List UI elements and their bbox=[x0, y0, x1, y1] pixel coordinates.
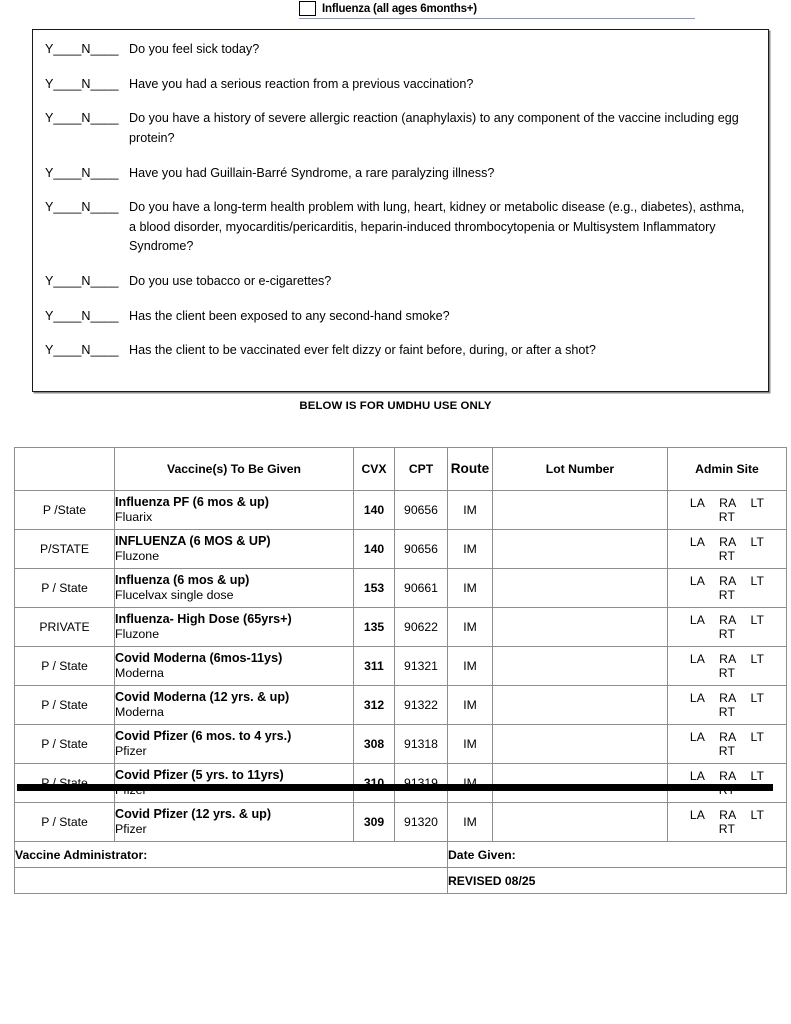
vaccine-name: Influenza- High Dose (65yrs+) bbox=[115, 612, 292, 626]
vaccine-brand: Pfizer bbox=[115, 822, 147, 837]
cell-payor: P /State bbox=[15, 491, 115, 530]
vaccine-brand: Fluzone bbox=[115, 627, 160, 642]
admin-site-option-la[interactable]: LA bbox=[689, 691, 706, 705]
cell-route: IM bbox=[448, 569, 493, 608]
cell-lot-number-field[interactable] bbox=[493, 803, 668, 842]
question-text: Has the client to be vaccinated ever felt dizzy or faint before, during, or after a shot? bbox=[129, 343, 596, 358]
vaccine-brand: Fluarix bbox=[115, 510, 153, 525]
admin-site-option-lt[interactable]: LT bbox=[750, 769, 765, 783]
cell-cvx-code: 312 bbox=[354, 686, 395, 725]
column-header-cpt: CPT bbox=[395, 448, 448, 491]
table-row bbox=[15, 530, 787, 569]
question-text: Do you have a long-term health problem with lung, heart, kidney or metabolic disease (e.g., diabetes), asthma, a blood disorder, myocarditis/pericarditis, heparin-induced thrombocytopenia or Multisystem Inflammatory Syndrome? bbox=[129, 200, 745, 254]
yes-no-blank[interactable]: Y____N____ bbox=[45, 76, 119, 91]
admin-site-option-lt[interactable]: LT bbox=[750, 691, 765, 705]
screening-question-item bbox=[45, 341, 760, 361]
admin-site-option-ra[interactable]: RA bbox=[719, 613, 737, 627]
cell-cpt-code: 91322 bbox=[395, 686, 448, 725]
cell-lot-number-field[interactable] bbox=[493, 725, 668, 764]
admin-site-option-ra[interactable]: RA bbox=[719, 652, 737, 666]
cell-vaccine bbox=[115, 647, 354, 686]
vaccine-name: Influenza PF (6 mos & up) bbox=[115, 495, 269, 509]
column-header-lot-number: Lot Number bbox=[493, 448, 668, 491]
vaccine-table-foot bbox=[15, 842, 787, 894]
yes-no-blank[interactable]: Y____N____ bbox=[45, 111, 119, 126]
cell-payor: PRIVATE bbox=[15, 608, 115, 647]
yes-no-blank[interactable]: Y____N____ bbox=[45, 165, 119, 180]
admin-site-option-ra[interactable]: RA bbox=[719, 691, 737, 705]
cell-vaccine bbox=[115, 569, 354, 608]
yes-no-blank[interactable]: Y____N____ bbox=[45, 308, 119, 323]
column-header-admin-site: Admin Site bbox=[668, 448, 787, 491]
administrator-signature-field[interactable] bbox=[15, 868, 448, 894]
cell-vaccine bbox=[115, 530, 354, 569]
vaccine-name: Covid Pfizer (6 mos. to 4 yrs.) bbox=[115, 729, 292, 743]
question-text: Have you had a serious reaction from a previous vaccination? bbox=[129, 76, 474, 91]
admin-site-option-lt[interactable]: LT bbox=[750, 613, 765, 627]
office-use-caption: BELOW IS FOR UMDHU USE ONLY bbox=[299, 400, 492, 412]
screening-question-list bbox=[33, 30, 768, 361]
admin-site-option-rt[interactable]: RT bbox=[718, 666, 736, 680]
table-row bbox=[15, 686, 787, 725]
table-row bbox=[15, 569, 787, 608]
cell-payor: P/STATE bbox=[15, 530, 115, 569]
admin-site-option-ra[interactable]: RA bbox=[719, 496, 737, 510]
cell-route: IM bbox=[448, 686, 493, 725]
influenza-checkbox[interactable] bbox=[299, 1, 316, 16]
admin-site-option-ra[interactable]: RA bbox=[719, 769, 737, 783]
cell-payor: P / State bbox=[15, 647, 115, 686]
cell-cvx-code: 308 bbox=[354, 725, 395, 764]
question-text: Has the client been exposed to any second-hand smoke? bbox=[129, 308, 450, 323]
screening-question-item bbox=[45, 272, 760, 292]
screening-questions-box bbox=[32, 29, 769, 392]
cell-admin-site bbox=[668, 803, 787, 842]
admin-site-option-lt[interactable]: LT bbox=[750, 496, 765, 510]
admin-site-option-la[interactable]: LA bbox=[689, 808, 706, 822]
cell-admin-site bbox=[668, 608, 787, 647]
admin-site-option-la[interactable]: LA bbox=[689, 574, 706, 588]
screening-question-item bbox=[45, 40, 760, 60]
yes-no-blank[interactable]: Y____N____ bbox=[45, 343, 119, 358]
cell-vaccine bbox=[115, 608, 354, 647]
table-row-administrator bbox=[15, 842, 787, 868]
vaccine-name: Covid Pfizer (5 yrs. to 11yrs) bbox=[115, 768, 284, 782]
cell-admin-site bbox=[668, 725, 787, 764]
page-title: Influenza (all ages 6months+) bbox=[322, 2, 477, 15]
yes-no-blank[interactable]: Y____N____ bbox=[45, 42, 119, 56]
cell-route: IM bbox=[448, 725, 493, 764]
admin-site-option-lt[interactable]: LT bbox=[750, 574, 765, 588]
admin-site-option-la[interactable]: LA bbox=[689, 652, 706, 666]
cell-lot-number-field[interactable] bbox=[493, 530, 668, 569]
screening-question-item bbox=[45, 307, 760, 327]
screening-question-item bbox=[45, 198, 760, 257]
vaccine-name: Covid Pfizer (12 yrs. & up) bbox=[115, 807, 272, 821]
cell-route: IM bbox=[448, 647, 493, 686]
vaccine-name: Covid Moderna (12 yrs. & up) bbox=[115, 690, 290, 704]
column-header-route: Route bbox=[448, 448, 493, 491]
vaccine-table bbox=[14, 447, 787, 894]
cell-cvx-code: 140 bbox=[354, 530, 395, 569]
admin-site-option-la[interactable]: LA bbox=[689, 730, 706, 744]
yes-no-blank[interactable]: Y____N____ bbox=[45, 200, 119, 215]
table-row-revised bbox=[15, 868, 787, 894]
cell-cpt-code: 90656 bbox=[395, 530, 448, 569]
cell-vaccine bbox=[115, 803, 354, 842]
cell-cpt-code: 91318 bbox=[395, 725, 448, 764]
table-row bbox=[15, 608, 787, 647]
column-header-vaccine: Vaccine(s) To Be Given bbox=[115, 448, 354, 491]
table-row bbox=[15, 491, 787, 530]
cell-payor: P / State bbox=[15, 803, 115, 842]
cell-admin-site bbox=[668, 647, 787, 686]
question-text: Do you feel sick today? bbox=[129, 42, 260, 56]
cell-route: IM bbox=[448, 491, 493, 530]
admin-site-option-rt[interactable]: RT bbox=[718, 549, 736, 563]
header-divider bbox=[299, 18, 695, 19]
cell-admin-site bbox=[668, 491, 787, 530]
admin-site-option-lt[interactable]: LT bbox=[750, 808, 765, 822]
screening-question-item bbox=[45, 164, 760, 184]
cell-cvx-code: 140 bbox=[354, 491, 395, 530]
admin-site-option-ra[interactable]: RA bbox=[719, 574, 737, 588]
cell-route: IM bbox=[448, 803, 493, 842]
admin-site-option-lt[interactable]: LT bbox=[750, 535, 765, 549]
cell-route: IM bbox=[448, 530, 493, 569]
screening-question-item bbox=[45, 75, 760, 95]
date-given-label: Date Given: bbox=[448, 842, 787, 868]
column-header-payor bbox=[15, 448, 115, 491]
cell-payor: P / State bbox=[15, 725, 115, 764]
admin-site-option-ra[interactable]: RA bbox=[719, 730, 737, 744]
cell-cpt-code: 91320 bbox=[395, 803, 448, 842]
cell-lot-number-field[interactable] bbox=[493, 491, 668, 530]
vaccine-brand: Fluzone bbox=[115, 549, 160, 564]
vaccine-name: INFLUENZA (6 MOS & UP) bbox=[115, 534, 271, 548]
table-row bbox=[15, 647, 787, 686]
column-header-cvx: CVX bbox=[354, 448, 395, 491]
cell-lot-number-field[interactable] bbox=[493, 608, 668, 647]
admin-site-option-rt[interactable]: RT bbox=[718, 744, 736, 758]
cell-payor: P / State bbox=[15, 569, 115, 608]
vaccine-name: Influenza (6 mos & up) bbox=[115, 573, 250, 587]
admin-site-option-ra[interactable]: RA bbox=[719, 808, 737, 822]
yes-no-blank[interactable]: Y____N____ bbox=[45, 274, 119, 289]
vaccine-brand: Flucelvax single dose bbox=[115, 588, 234, 603]
page-header bbox=[0, 0, 791, 24]
question-text: Do you use tobacco or e-cigarettes? bbox=[129, 274, 332, 289]
question-text: Do you have a history of severe allergic reaction (anaphylaxis) to any component of the vaccine including egg protein? bbox=[129, 111, 739, 145]
cell-payor: P / State bbox=[15, 686, 115, 725]
screening-question-item bbox=[45, 109, 760, 148]
cell-vaccine bbox=[115, 725, 354, 764]
cell-lot-number-field[interactable] bbox=[493, 686, 668, 725]
admin-site-option-rt[interactable]: RT bbox=[718, 510, 736, 524]
cell-vaccine bbox=[115, 491, 354, 530]
cell-route: IM bbox=[448, 608, 493, 647]
vaccine-table-head bbox=[15, 448, 787, 491]
cell-admin-site bbox=[668, 569, 787, 608]
admin-site-option-ra[interactable]: RA bbox=[719, 535, 737, 549]
cell-cvx-code: 153 bbox=[354, 569, 395, 608]
admin-site-option-lt[interactable]: LT bbox=[750, 730, 765, 744]
table-header-row bbox=[15, 448, 787, 491]
admin-site-option-lt[interactable]: LT bbox=[750, 652, 765, 666]
cell-admin-site bbox=[668, 530, 787, 569]
admin-site-option-la[interactable]: LA bbox=[689, 535, 706, 549]
table-row bbox=[15, 725, 787, 764]
admin-site-option-la[interactable]: LA bbox=[689, 496, 706, 510]
cell-cvx-code: 135 bbox=[354, 608, 395, 647]
admin-site-option-rt[interactable]: RT bbox=[718, 627, 736, 641]
admin-site-option-la[interactable]: LA bbox=[689, 613, 706, 627]
admin-site-option-rt[interactable]: RT bbox=[718, 705, 736, 719]
cell-admin-site bbox=[668, 686, 787, 725]
question-text: Have you had Guillain-Barré Syndrome, a rare paralyzing illness? bbox=[129, 165, 495, 180]
cell-cpt-code: 90622 bbox=[395, 608, 448, 647]
cell-cpt-code: 91321 bbox=[395, 647, 448, 686]
admin-site-option-la[interactable]: LA bbox=[689, 769, 706, 783]
cell-cvx-code: 311 bbox=[354, 647, 395, 686]
cell-vaccine bbox=[115, 686, 354, 725]
table-row bbox=[15, 803, 787, 842]
vaccine-brand: Moderna bbox=[115, 666, 164, 681]
vaccine-administrator-label: Vaccine Administrator: bbox=[15, 842, 448, 868]
vaccine-brand: Moderna bbox=[115, 705, 164, 720]
admin-site-option-rt[interactable]: RT bbox=[718, 822, 736, 836]
cell-cpt-code: 90656 bbox=[395, 491, 448, 530]
cell-lot-number-field[interactable] bbox=[493, 569, 668, 608]
struck-out-row-line bbox=[17, 784, 773, 791]
cell-lot-number-field[interactable] bbox=[493, 647, 668, 686]
revised-date-label: REVISED 08/25 bbox=[448, 868, 787, 894]
vaccine-name: Covid Moderna (6mos-11ys) bbox=[115, 651, 283, 665]
vaccine-table-container bbox=[14, 447, 786, 894]
cell-cvx-code: 309 bbox=[354, 803, 395, 842]
cell-cpt-code: 90661 bbox=[395, 569, 448, 608]
vaccine-brand: Pfizer bbox=[115, 744, 147, 759]
admin-site-option-rt[interactable]: RT bbox=[718, 588, 736, 602]
